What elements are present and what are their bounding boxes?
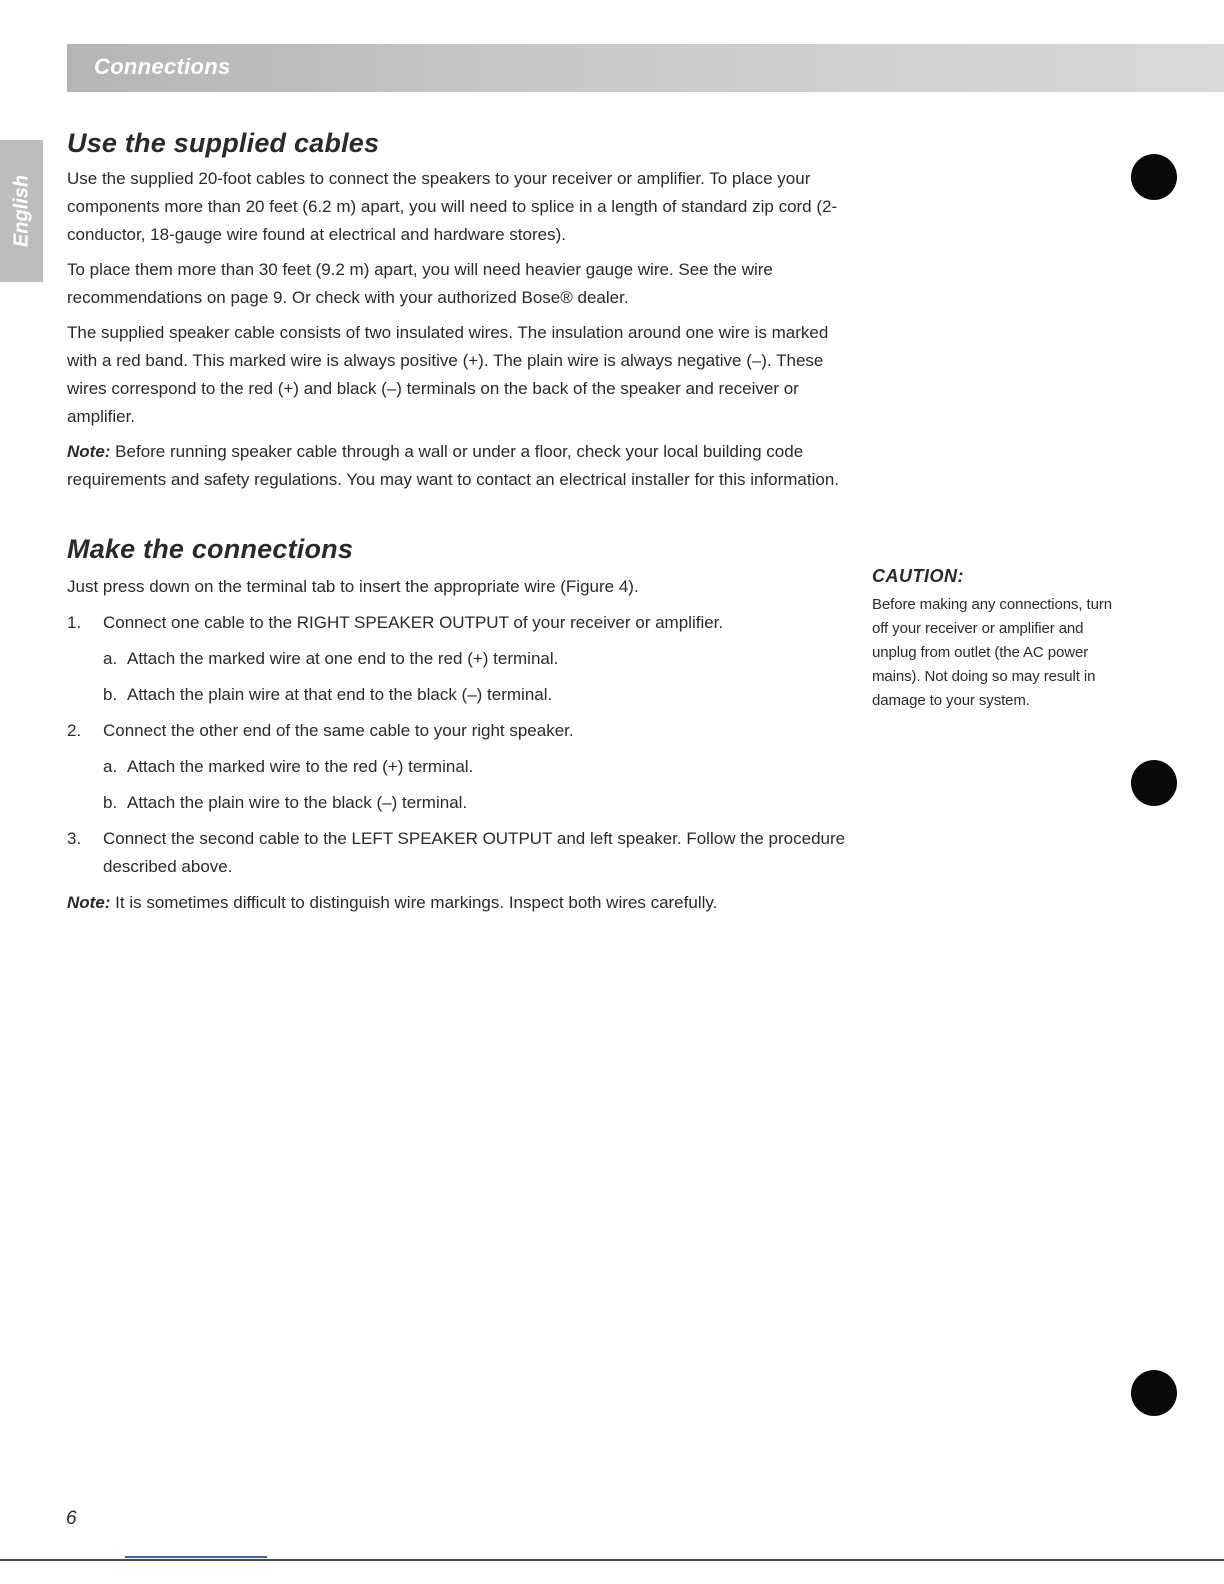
- caution-box: [872, 566, 1127, 713]
- note-paragraph: [67, 438, 852, 494]
- note-text: It is sometimes difficult to distinguish wire markings. Inspect both wires carefully.: [110, 893, 718, 912]
- caution-title: CAUTION:: [872, 566, 964, 586]
- list-item: [67, 753, 852, 781]
- step-text: Connect one cable to the RIGHT SPEAKER OUTPUT of your receiver or amplifier.: [103, 613, 724, 632]
- list-item: [67, 645, 852, 673]
- substep-letter: b.: [103, 685, 118, 704]
- caution-text: Before making any connections, turn off your receiver or amplifier and unplug from outlet (the AC power mains). Not doing so may result in damage to your system.: [872, 596, 1112, 709]
- note-label: Note:: [67, 893, 111, 912]
- substep-letter: b.: [103, 793, 118, 812]
- language-tab: [0, 140, 43, 282]
- bottom-rule: [0, 1559, 1224, 1561]
- step-number: 1.: [67, 613, 82, 632]
- header-title: Connections: [94, 54, 231, 79]
- list-item: [67, 717, 852, 745]
- note-text: Before running speaker cable through a wall or under a floor, check your local building code requirements and safety regulations. You may want to contact an electrical installer for this information.: [67, 442, 840, 489]
- section-title-supplied-cables: Use the supplied cables: [67, 128, 380, 158]
- step-number: 2.: [67, 721, 82, 740]
- binder-hole-middle: [1131, 760, 1177, 806]
- substep-text: Attach the marked wire to the red (+) terminal.: [127, 757, 474, 776]
- substep-text: Attach the plain wire to the black (–) terminal.: [127, 793, 468, 812]
- section-header-bar: [67, 44, 1224, 92]
- substep-text: Attach the marked wire at one end to the red (+) terminal.: [127, 649, 559, 668]
- step-text: Connect the second cable to the LEFT SPEAKER OUTPUT and left speaker. Follow the procedure described above.: [103, 829, 846, 876]
- page-number: 6: [66, 1508, 77, 1529]
- paragraph: The supplied speaker cable consists of two insulated wires. The insulation around one wire is marked with a red band. This marked wire is always positive (+). The plain wire is always negative (–). These wires correspond to the red (+) and black (–) terminals on the back of the speaker and receiver or amplifier.: [67, 323, 829, 426]
- section-title-make-connections: Make the connections: [67, 534, 354, 564]
- list-item: [67, 789, 852, 817]
- paragraph: To place them more than 30 feet (9.2 m) apart, you will need heavier gauge wire. See the wire recommendations on page 9. Or check with your authorized Bose® dealer.: [67, 260, 773, 307]
- substep-letter: a.: [103, 757, 118, 776]
- list-item: [67, 825, 852, 881]
- binder-hole-top: [1131, 154, 1177, 200]
- paragraph: Use the supplied 20-foot cables to connect the speakers to your receiver or amplifier. To place your components more than 20 feet (6.2 m) apart, you will need to splice in a length of standard zip cord (2-conductor, 18-gauge wire found at electrical and hardware stores).: [67, 169, 838, 244]
- section-make-connections: [67, 534, 852, 917]
- substep-text: Attach the plain wire at that end to the black (–) terminal.: [127, 685, 553, 704]
- intro-paragraph: Just press down on the terminal tab to insert the appropriate wire (Figure 4).: [67, 577, 639, 596]
- substep-letter: a.: [103, 649, 118, 668]
- step-text: Connect the other end of the same cable to your right speaker.: [103, 721, 574, 740]
- list-item: [67, 609, 852, 637]
- step-number: 3.: [67, 829, 82, 848]
- language-tab-label: English: [10, 174, 32, 248]
- list-item: [67, 681, 852, 709]
- note-paragraph: [67, 889, 852, 917]
- note-label: Note:: [67, 442, 111, 461]
- bottom-rule-accent: [125, 1556, 267, 1558]
- binder-hole-bottom: [1131, 1370, 1177, 1416]
- main-content: [67, 128, 852, 917]
